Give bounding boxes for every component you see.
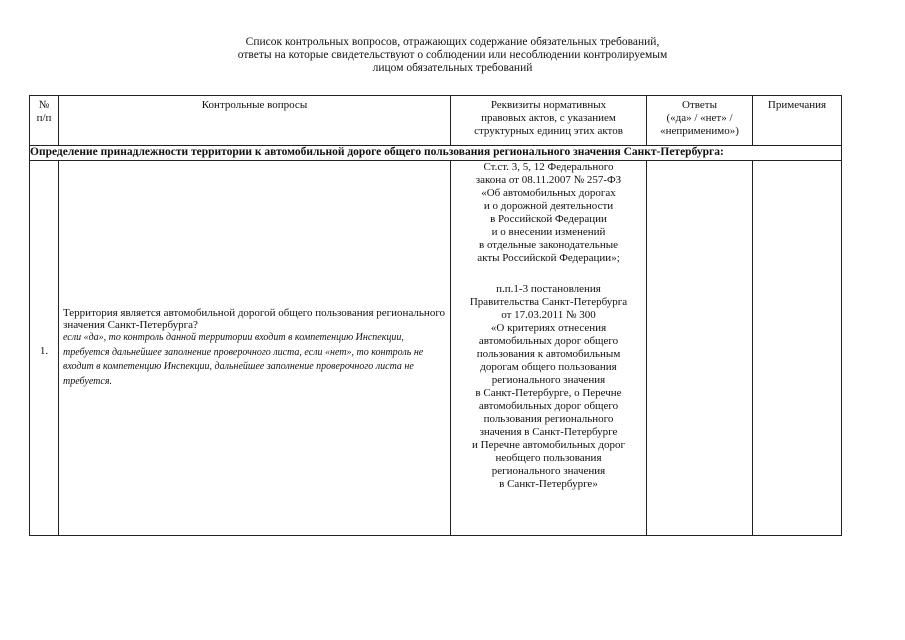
reference-line: в Санкт-Петербурге, о Перечне: [475, 387, 622, 399]
title-line: лицом обязательных требований: [372, 62, 533, 74]
header-num-line: №: [38, 99, 50, 111]
header-reqs: [451, 96, 647, 146]
header-num: [30, 96, 59, 146]
reference-line: и о внесении изменений: [491, 226, 606, 238]
table-row: [30, 161, 842, 536]
title-line: ответы на которые свидетельствуют о соблюдении или несоблюдении контролируемым: [237, 49, 668, 61]
reference-line: п.п.1-3 постановления: [496, 283, 601, 295]
reference-line: значения в Санкт-Петербурге: [479, 426, 618, 438]
reference-line: в отдельные законодательные: [479, 239, 618, 251]
header-num-line: п/п: [36, 112, 52, 124]
header-reqs-line: Реквизиты нормативных: [490, 99, 607, 111]
reference-line: акты Российской Федерации»;: [477, 252, 620, 264]
header-notes: Примечания: [753, 96, 842, 146]
question-text: Территория является автомобильной дорогой общего пользования регионального значения Санкт-Петербурга?: [63, 307, 446, 331]
table-header-row: [30, 96, 842, 146]
title-line: Список контрольных вопросов, отражающих содержание обязательных требований,: [245, 36, 660, 48]
reference-line: дорогам общего пользования: [480, 361, 617, 373]
section-row: [30, 146, 842, 161]
reference-line: закона от 08.11.2007 № 257-ФЗ: [475, 174, 622, 186]
reference-spacer: [453, 265, 644, 283]
answer-cell[interactable]: [647, 161, 753, 536]
reference-line: «Об автомобильных дорогах: [481, 187, 616, 199]
reference-line: необщего пользования: [495, 452, 602, 464]
reference-government-decree: [453, 283, 644, 491]
requisites-cell: [451, 161, 647, 536]
notes-cell[interactable]: [753, 161, 842, 536]
reference-line: и о дорожной деятельности: [483, 200, 614, 212]
reference-line: и Перечне автомобильных дорог: [472, 439, 625, 451]
header-question: Контрольные вопросы: [59, 96, 451, 146]
reference-line: пользования регионального: [483, 413, 614, 425]
reference-line: автомобильных дорог общего: [478, 335, 619, 347]
header-reqs-line: правовых актов, с указанием: [481, 112, 616, 124]
reference-line: регионального значения: [491, 374, 606, 386]
reference-line: в Санкт-Петербурге»: [499, 478, 598, 490]
reference-line: Ст.ст. 3, 5, 12 Федерального: [483, 161, 614, 173]
reference-line: регионального значения: [491, 465, 606, 477]
reference-line: в Российской Федерации: [490, 213, 607, 225]
header-reqs-line: структурных единиц этих актов: [474, 125, 623, 137]
row-number: 1.: [30, 161, 59, 536]
header-answers-line: («да» / «нет» /: [666, 112, 733, 124]
header-answers: [647, 96, 753, 146]
section-title: Определение принадлежности территории к автомобильной дороге общего пользования регионального значения Санкт-Петербурга:: [30, 146, 842, 161]
page-title: [0, 36, 905, 75]
reference-line: «О критериях отнесения: [490, 322, 607, 334]
reference-line: пользования к автомобильным: [476, 348, 621, 360]
question-cell: [59, 161, 451, 536]
header-answers-line: «неприменимо»): [660, 125, 739, 137]
question-note: если «да», то контроль данной территории входит в компетенцию Инспекции, требуется дальнейшее заполнение проверочного листа, если «нет», то контроль не входит в компетенцию Инспекции, дальнейшее заполнение проверочного листа не требуется.: [63, 332, 424, 387]
checklist-table: [29, 95, 842, 536]
reference-line: от 17.03.2011 № 300: [501, 309, 596, 321]
reference-federal-law: [453, 161, 644, 265]
reference-line: автомобильных дорог общего: [478, 400, 619, 412]
header-answers-line: Ответы: [682, 99, 717, 111]
reference-line: Правительства Санкт-Петербурга: [469, 296, 628, 308]
